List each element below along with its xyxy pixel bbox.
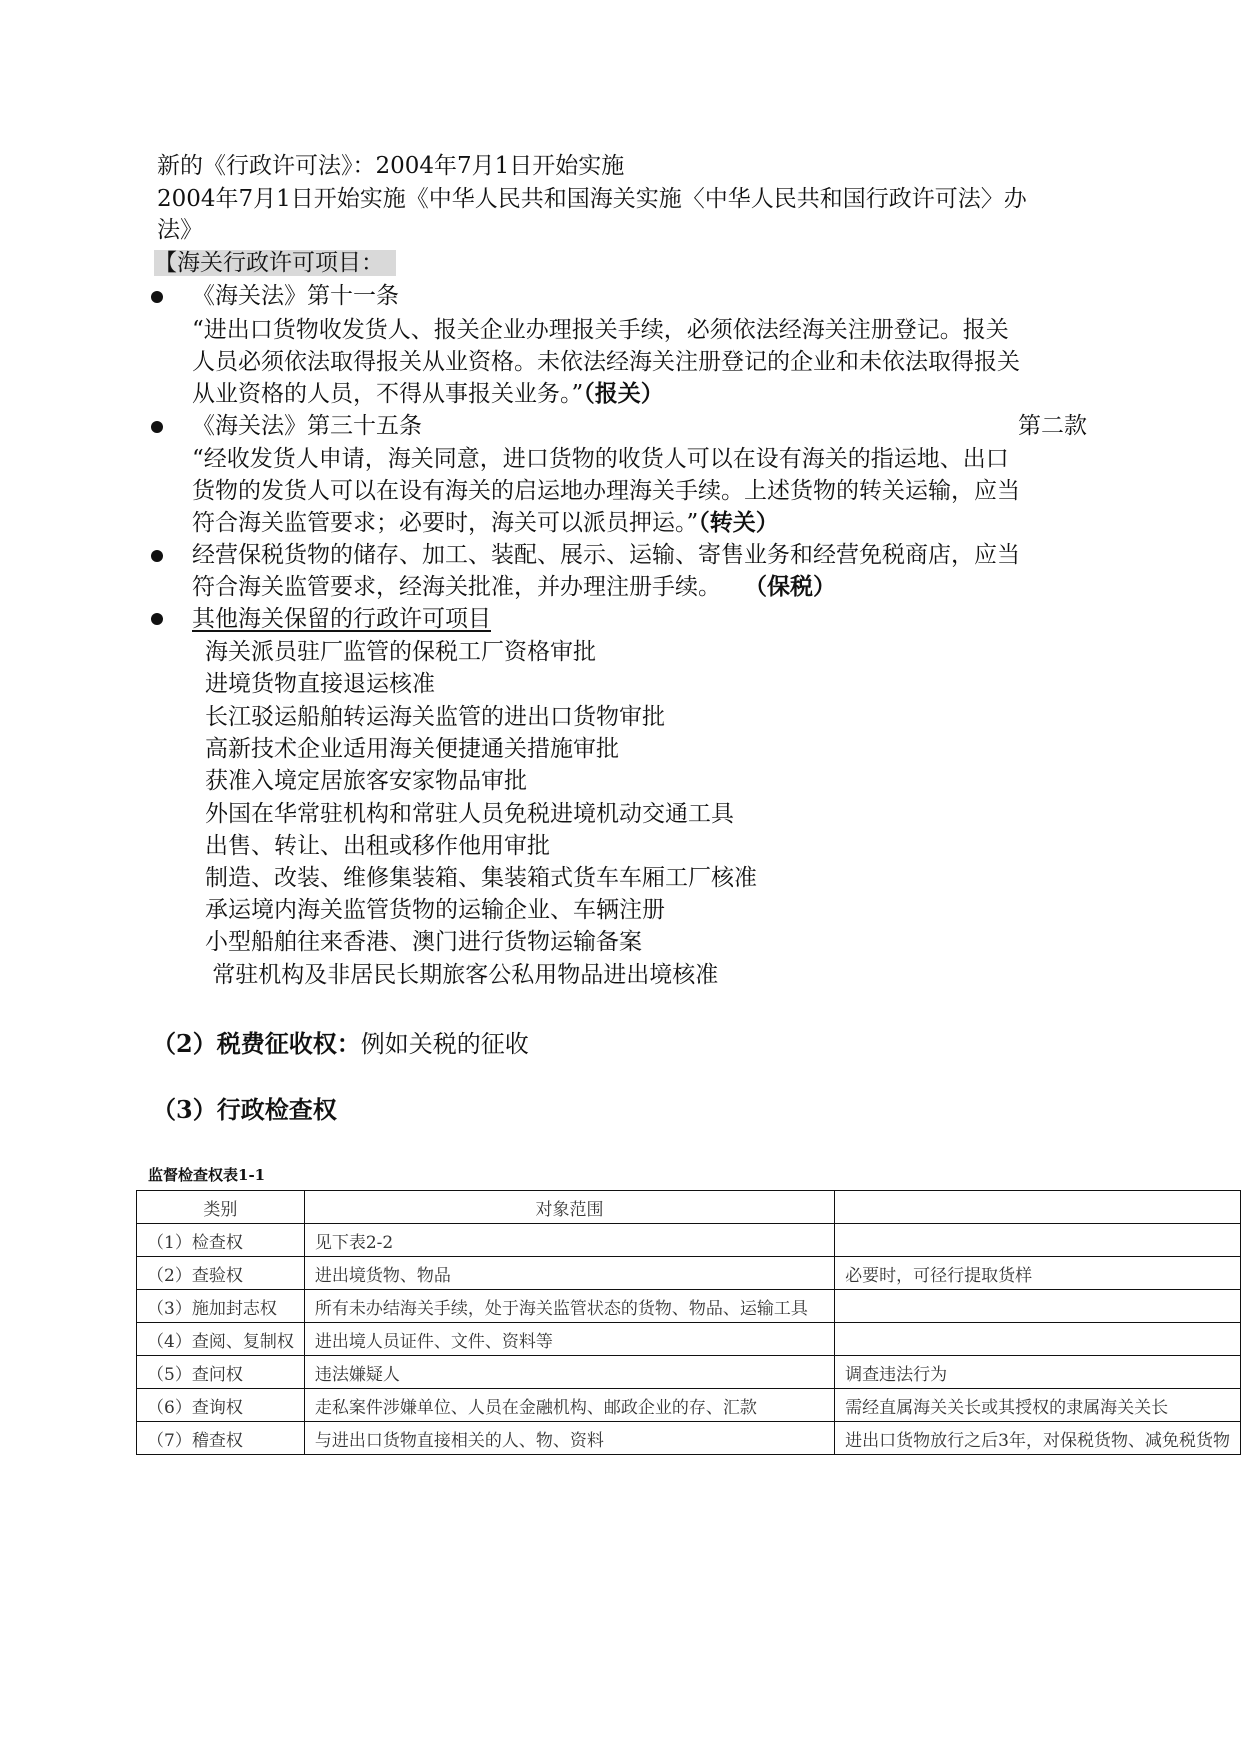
list-item: 外国在华常驻机构和常驻人员免税进境机动交通工具 bbox=[205, 801, 734, 827]
text-line: 货物的发货人可以在设有海关的启运地办理海关手续。上述货物的转关运输，应当 bbox=[192, 478, 1020, 504]
text-span: 符合海关监管要求，经海关批准，并办理注册手续。 bbox=[192, 574, 721, 600]
section-text: 例如关税的征收 bbox=[360, 1030, 529, 1058]
table-cell: （5）查问权 bbox=[137, 1356, 305, 1389]
list-item: 常驻机构及非居民长期旅客公私用物品进出境核准 bbox=[205, 962, 719, 988]
list-item: 出售、转让、出租或移作他用审批 bbox=[205, 833, 550, 859]
bullet-icon bbox=[151, 550, 163, 562]
inspection-table bbox=[136, 1190, 1241, 1455]
text-line: 新的《行政许可法》：2004年7月1日开始实施 bbox=[157, 153, 625, 179]
section-3: （3）行政检查权 bbox=[152, 1095, 337, 1124]
bullet-icon bbox=[151, 613, 163, 625]
tag-label: （报关） bbox=[583, 380, 664, 407]
text-right: 第二款 bbox=[1018, 413, 1087, 439]
section-heading bbox=[154, 247, 396, 279]
table-cell bbox=[835, 1323, 1241, 1356]
bullet-icon bbox=[151, 291, 163, 303]
bullet-title: 《海关法》第十一条 bbox=[192, 283, 399, 309]
table-row bbox=[137, 1422, 1241, 1455]
table-cell: 进出境人员证件、文件、资料等 bbox=[304, 1323, 834, 1356]
table-cell: （2）查验权 bbox=[137, 1257, 305, 1290]
table-cell: 与进出口货物直接相关的人、物、资料 bbox=[304, 1422, 834, 1455]
text-line: “经收发货人申请，海关同意，进口货物的收货人可以在设有海关的指运地、出口 bbox=[192, 446, 1009, 472]
header-cell bbox=[835, 1191, 1241, 1224]
bullet-title bbox=[192, 603, 491, 635]
table-row bbox=[137, 1389, 1241, 1422]
header-cell: 类别 bbox=[137, 1191, 305, 1224]
section-2 bbox=[152, 1028, 529, 1060]
table-row bbox=[137, 1224, 1241, 1257]
text-line: 经营保税货物的储存、加工、装配、展示、运输、寄售业务和经营免税商店，应当 bbox=[192, 542, 1020, 568]
section-label: （2）税费征收权： bbox=[152, 1029, 361, 1058]
list-item: 高新技术企业适用海关便捷通关措施审批 bbox=[205, 736, 619, 762]
table-cell: 调查违法行为 bbox=[835, 1356, 1241, 1389]
table-cell: 需经直属海关关长或其授权的隶属海关关长 bbox=[835, 1389, 1241, 1422]
tag-label: （转关） bbox=[698, 509, 779, 536]
text-line bbox=[192, 378, 664, 410]
list-item: 海关派员驻厂监管的保税工厂资格审批 bbox=[205, 639, 596, 665]
text-line: 人员必须依法取得报关从业资格。未依法经海关注册登记的企业和未依法取得报关 bbox=[192, 349, 1020, 375]
bullet-title: 《海关法》第三十五条 bbox=[192, 413, 422, 439]
table-cell: （6）查询权 bbox=[137, 1389, 305, 1422]
text-line bbox=[192, 507, 779, 539]
table-cell: 见下表2-2 bbox=[304, 1224, 834, 1257]
table-cell: （4）查阅、复制权 bbox=[137, 1323, 305, 1356]
table-cell: （1）检查权 bbox=[137, 1224, 305, 1257]
table-header-row bbox=[137, 1191, 1241, 1224]
table-cell bbox=[835, 1224, 1241, 1257]
text-span: 从业资格的人员，不得从事报关业务。” bbox=[192, 381, 584, 407]
text-line: 2004年7月1日开始实施《中华人民共和国海关实施〈中华人民共和国行政许可法〉办 bbox=[157, 186, 1027, 212]
table-row bbox=[137, 1356, 1241, 1389]
list-item: 小型船舶往来香港、澳门进行货物运输备案 bbox=[205, 929, 642, 955]
highlighted-heading: 【海关行政许可项目： bbox=[154, 250, 396, 276]
list-item: 进境货物直接退运核准 bbox=[205, 671, 435, 697]
table-cell: （7）稽查权 bbox=[137, 1422, 305, 1455]
table-row bbox=[137, 1290, 1241, 1323]
table-cell: 必要时，可径行提取货样 bbox=[835, 1257, 1241, 1290]
table-row bbox=[137, 1257, 1241, 1290]
header-cell: 对象范围 bbox=[304, 1191, 834, 1224]
table-cell: 所有未办结海关手续，处于海关监管状态的货物、物品、运输工具 bbox=[304, 1290, 834, 1323]
table-cell: （3）施加封志权 bbox=[137, 1290, 305, 1323]
table-cell bbox=[835, 1290, 1241, 1323]
table-cell: 进出境货物、物品 bbox=[304, 1257, 834, 1290]
table-row bbox=[137, 1323, 1241, 1356]
text-span: 符合海关监管要求；必要时，海关可以派员押运。” bbox=[192, 510, 699, 536]
table-caption: 监督检查权表1-1 bbox=[148, 1166, 266, 1184]
list-item: 长江驳运船舶转运海关监管的进出口货物审批 bbox=[205, 704, 665, 730]
tag-label: （保税） bbox=[744, 573, 836, 600]
table-cell: 走私案件涉嫌单位、人员在金融机构、邮政企业的存、汇款 bbox=[304, 1389, 834, 1422]
bullet-icon bbox=[151, 421, 163, 433]
list-item: 获准入境定居旅客安家物品审批 bbox=[205, 768, 527, 794]
text-line: “进出口货物收发货人、报关企业办理报关手续，必须依法经海关注册登记。报关 bbox=[192, 317, 1009, 343]
table-cell: 进出口货物放行之后3年，对保税货物、减免税货物 bbox=[835, 1422, 1241, 1455]
text-line bbox=[192, 571, 836, 603]
list-item: 制造、改装、维修集装箱、集装箱式货车车厢工厂核准 bbox=[205, 865, 757, 891]
list-item: 承运境内海关监管货物的运输企业、车辆注册 bbox=[205, 897, 665, 923]
table-cell: 违法嫌疑人 bbox=[304, 1356, 834, 1389]
underlined-title: 其他海关保留的行政许可项目 bbox=[192, 606, 491, 632]
text-line: 法》 bbox=[157, 217, 203, 243]
